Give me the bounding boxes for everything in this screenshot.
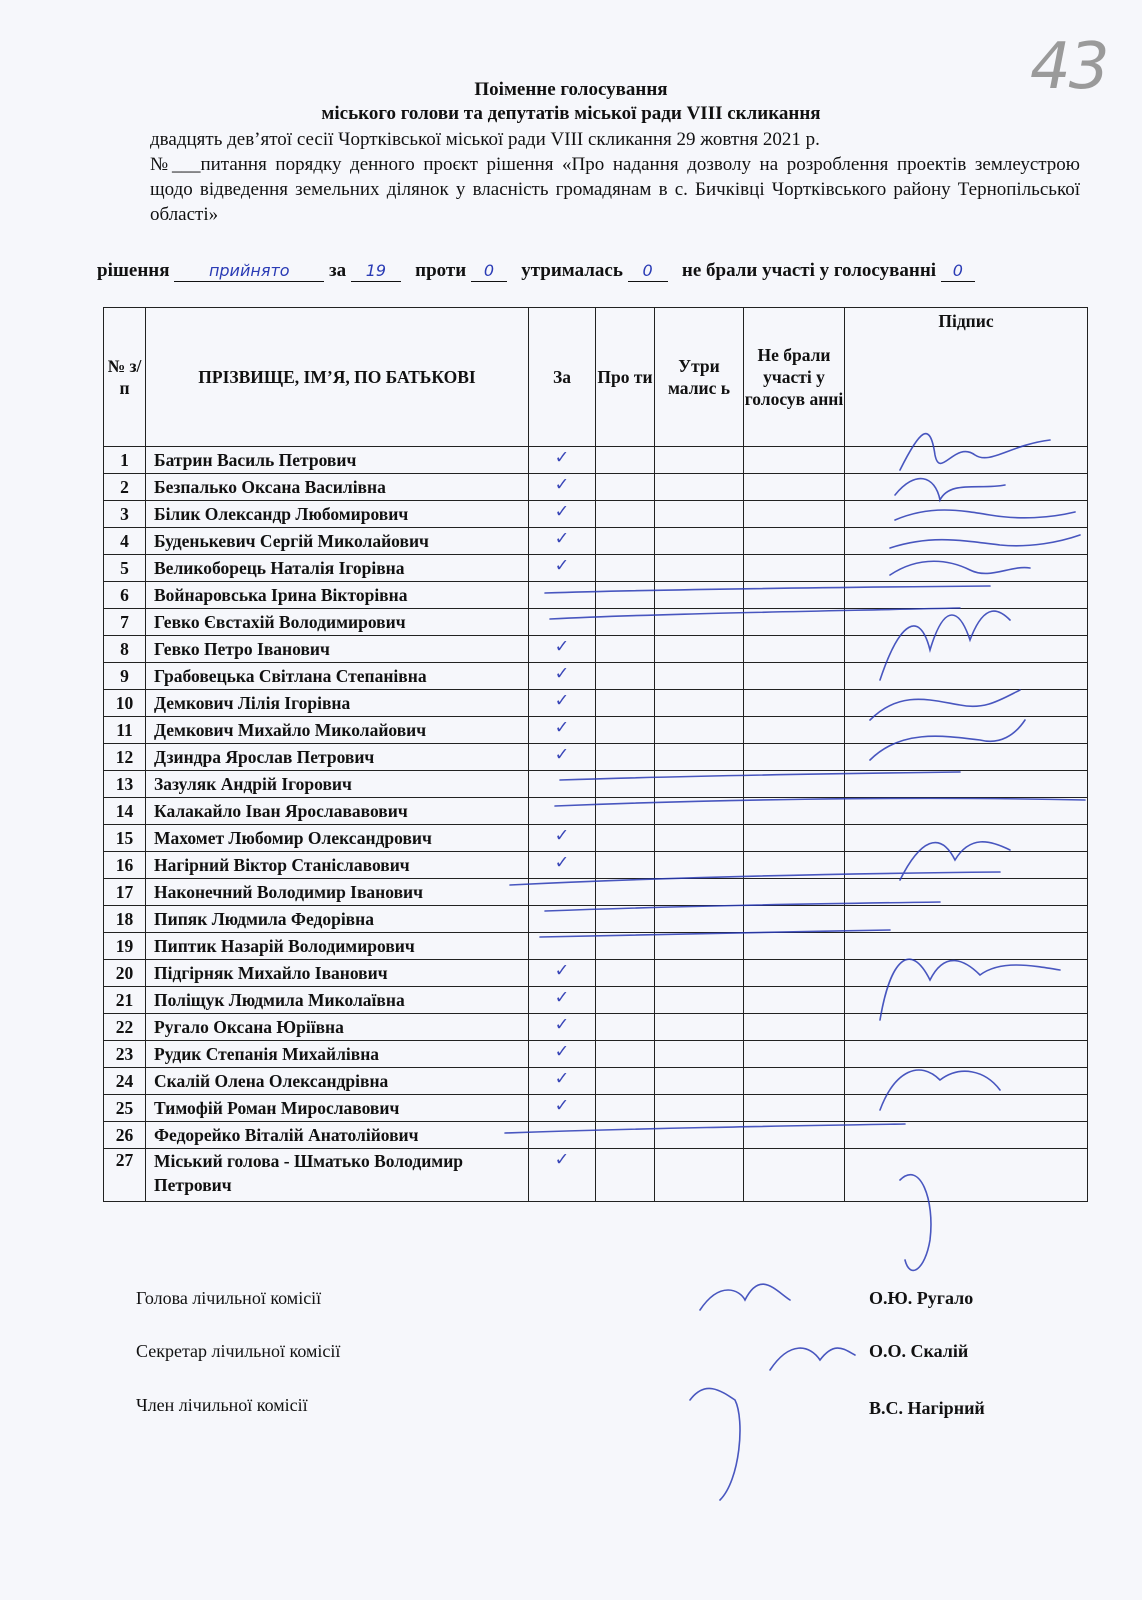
table-row [104,474,1088,501]
signature-cell [845,582,1088,609]
table-row [104,825,1088,852]
vote-against-cell [596,960,655,987]
deputy-name: Гевко Петро Іванович [146,636,529,663]
row-number: 18 [104,906,146,933]
vote-abstained-cell [655,1122,744,1149]
vote-abstained-cell [655,582,744,609]
decision-line [97,260,975,282]
vote-for-mark: ✓ [529,555,596,582]
vote-abstained-cell [655,717,744,744]
footer-signature [690,1388,740,1500]
vote-abstained-cell [655,690,744,717]
row-number: 12 [104,744,146,771]
row-number: 25 [104,1095,146,1122]
signature-cell [845,1149,1088,1202]
row-number: 8 [104,636,146,663]
header-for: За [529,308,596,447]
deputy-name: Махомет Любомир Олександрович [146,825,529,852]
vote-not-voted-cell [744,609,845,636]
vote-against-cell [596,1068,655,1095]
vote-not-voted-cell [744,717,845,744]
signature-cell [845,690,1088,717]
vote-abstained-cell [655,1149,744,1202]
vote-for-mark [529,582,596,609]
signature-cell [845,987,1088,1014]
signature-cell [845,474,1088,501]
row-number: 22 [104,1014,146,1041]
vote-for-mark [529,906,596,933]
vote-abstained-cell [655,825,744,852]
header-signature: Підпис [845,308,1088,447]
signature-cell [845,1014,1088,1041]
table-row [104,717,1088,744]
vote-for-mark [529,1122,596,1149]
header-not-voted: Не брали участі у голосув анні [744,308,845,447]
vote-against-cell [596,987,655,1014]
vote-for-mark: ✓ [529,987,596,1014]
deputy-name: Ругало Оксана Юріївна [146,1014,529,1041]
vote-not-voted-cell [744,771,845,798]
vote-not-voted-cell [744,636,845,663]
vote-against-cell [596,933,655,960]
deputy-name: Федорейко Віталій Анатолійович [146,1122,529,1149]
vote-not-voted-cell [744,933,845,960]
table-row [104,1149,1088,1202]
deputy-name: Калакайло Іван Ярослававович [146,798,529,825]
vote-abstained-cell [655,987,744,1014]
vote-against-cell [596,1014,655,1041]
vote-not-voted-cell [744,852,845,879]
vote-not-voted-cell [744,825,845,852]
deputy-name: Демкович Михайло Миколайович [146,717,529,744]
signature-cell [845,1122,1088,1149]
row-number: 19 [104,933,146,960]
table-row [104,852,1088,879]
vote-against-cell [596,609,655,636]
row-number: 14 [104,798,146,825]
vote-for-mark [529,609,596,636]
vote-against-cell [596,582,655,609]
table-row [104,609,1088,636]
row-number: 10 [104,690,146,717]
voting-table [103,307,1088,1202]
vote-not-voted-cell [744,906,845,933]
abstained-value: 0 [628,261,668,282]
vote-against-cell [596,636,655,663]
header-number: № з/п [104,308,146,447]
row-number: 4 [104,528,146,555]
vote-for-mark: ✓ [529,474,596,501]
signature-cell [845,798,1088,825]
vote-against-cell [596,1149,655,1202]
table-row [104,771,1088,798]
deputy-name: Наконечний Володимир Іванович [146,879,529,906]
secretary-name: О.О. Скалій [869,1341,969,1361]
deputy-name: Підгірняк Михайло Іванович [146,960,529,987]
vote-for-mark: ✓ [529,528,596,555]
vote-against-cell [596,906,655,933]
vote-abstained-cell [655,798,744,825]
vote-not-voted-cell [744,987,845,1014]
for-label: за [329,260,347,281]
row-number: 2 [104,474,146,501]
member-name: В.С. Нагірний [869,1398,985,1418]
deputy-name: Рудик Степанія Михайлівна [146,1041,529,1068]
vote-not-voted-cell [744,447,845,474]
vote-against-cell [596,852,655,879]
vote-not-voted-cell [744,1122,845,1149]
vote-not-voted-cell [744,690,845,717]
vote-against-cell [596,690,655,717]
vote-abstained-cell [655,1014,744,1041]
vote-for-mark: ✓ [529,447,596,474]
table-row [104,1041,1088,1068]
table-row [104,798,1088,825]
vote-against-cell [596,771,655,798]
deputy-name: Батрин Василь Петрович [146,447,529,474]
row-number: 11 [104,717,146,744]
table-row [104,1068,1088,1095]
deputy-name: Дзиндра Ярослав Петрович [146,744,529,771]
signature-cell [845,960,1088,987]
signature-cell [845,1041,1088,1068]
vote-abstained-cell [655,1041,744,1068]
deputy-name: Демкович Лілія Ігорівна [146,690,529,717]
vote-not-voted-cell [744,798,845,825]
vote-for-mark: ✓ [529,1068,596,1095]
vote-for-mark: ✓ [529,1041,596,1068]
signature-cell [845,744,1088,771]
table-row [104,528,1088,555]
vote-for-mark: ✓ [529,717,596,744]
signature-cell [845,825,1088,852]
vote-abstained-cell [655,933,744,960]
table-row [104,447,1088,474]
vote-against-cell [596,663,655,690]
question-text: №___питання порядку денного проєкт рішення «Про надання дозволу на розроблення проектів землеустрою щодо відведення земельних ділянок у власність громадянам в с. Бичківці Чортківського району Тернопільської області» [150,154,1080,225]
signature-cell [845,717,1088,744]
vote-abstained-cell [655,960,744,987]
table-row [104,663,1088,690]
vote-against-cell [596,744,655,771]
deputy-name: Буденькевич Сергій Миколайович [146,528,529,555]
document-title: Поіменне голосування [474,79,668,100]
against-label: проти [415,260,467,281]
signature-cell [845,447,1088,474]
vote-for-mark: ✓ [529,501,596,528]
row-number: 17 [104,879,146,906]
page-number: 43 [1030,30,1108,104]
vote-against-cell [596,798,655,825]
header-abstained: Утри малис ь [655,308,744,447]
vote-not-voted-cell [744,1014,845,1041]
vote-against-cell [596,717,655,744]
vote-not-voted-cell [744,1041,845,1068]
vote-abstained-cell [655,609,744,636]
signature-cell [845,1095,1088,1122]
table-row [104,690,1088,717]
vote-for-mark: ✓ [529,663,596,690]
deputy-name: Міський голова - Шматько Володимир Петрович [146,1149,529,1202]
signature-cell [845,852,1088,879]
vote-for-mark: ✓ [529,1149,596,1202]
vote-against-cell [596,825,655,852]
vote-abstained-cell [655,636,744,663]
vote-for-mark: ✓ [529,852,596,879]
vote-not-voted-cell [744,528,845,555]
footer-signature [770,1348,855,1370]
header-name: ПРІЗВИЩЕ, ІМ’Я, ПО БАТЬКОВІ [146,308,529,447]
row-number: 6 [104,582,146,609]
vote-abstained-cell [655,1095,744,1122]
vote-for-mark: ✓ [529,825,596,852]
vote-not-voted-cell [744,1095,845,1122]
vote-for-mark: ✓ [529,690,596,717]
vote-abstained-cell [655,447,744,474]
table-row [104,906,1088,933]
vote-not-voted-cell [744,663,845,690]
table-row [104,960,1088,987]
deputy-name: Поліщук Людмила Миколаївна [146,987,529,1014]
table-row [104,1014,1088,1041]
table-row [104,987,1088,1014]
table-row [104,501,1088,528]
row-number: 9 [104,663,146,690]
vote-for-mark: ✓ [529,960,596,987]
deputy-name: Грабовецька Світлана Степанівна [146,663,529,690]
table-row [104,879,1088,906]
deputy-name: Скалій Олена Олександрівна [146,1068,529,1095]
vote-not-voted-cell [744,879,845,906]
abstained-label: утрималась [521,260,623,281]
not-voted-value: 0 [941,261,975,282]
row-number: 16 [104,852,146,879]
table-row [104,744,1088,771]
vote-for-mark [529,879,596,906]
signature-cell [845,879,1088,906]
row-number: 13 [104,771,146,798]
signature-cell [845,636,1088,663]
vote-against-cell [596,1041,655,1068]
vote-against-cell [596,447,655,474]
vote-abstained-cell [655,771,744,798]
row-number: 1 [104,447,146,474]
for-value: 19 [351,261,401,282]
table-row [104,582,1088,609]
table-row [104,555,1088,582]
session-line: двадцять дев’ятої сесії Чортківської міської ради VIII скликання 29 жовтня 2021 р. [150,129,820,150]
vote-abstained-cell [655,663,744,690]
decision-label: рішення [97,260,170,281]
vote-not-voted-cell [744,582,845,609]
deputy-name: Войнаровська Ірина Вікторівна [146,582,529,609]
row-number: 27 [104,1149,146,1202]
not-voted-label: не брали участі у голосуванні [681,260,937,281]
vote-abstained-cell [655,501,744,528]
vote-against-cell [596,555,655,582]
row-number: 3 [104,501,146,528]
deputy-name: Тимофій Роман Мирославович [146,1095,529,1122]
vote-not-voted-cell [744,474,845,501]
table-header-row [104,308,1088,447]
row-number: 24 [104,1068,146,1095]
vote-not-voted-cell [744,555,845,582]
table-row [104,933,1088,960]
row-number: 21 [104,987,146,1014]
vote-for-mark [529,933,596,960]
document-subtitle: міського голови та депутатів міської ради VIII скликання [321,103,821,124]
signature-cell [845,663,1088,690]
signature-cell [845,771,1088,798]
table-body [104,447,1088,1202]
vote-abstained-cell [655,906,744,933]
vote-against-cell [596,528,655,555]
deputy-name: Великоборець Наталія Ігорівна [146,555,529,582]
signature-cell [845,528,1088,555]
vote-not-voted-cell [744,1068,845,1095]
secretary-label: Секретар лічильної комісії [136,1341,341,1361]
signature-cell [845,1068,1088,1095]
vote-abstained-cell [655,555,744,582]
vote-not-voted-cell [744,1149,845,1202]
vote-abstained-cell [655,474,744,501]
chair-name: О.Ю. Ругало [869,1288,974,1308]
row-number: 23 [104,1041,146,1068]
vote-not-voted-cell [744,744,845,771]
signature-cell [845,906,1088,933]
footer-signature [700,1284,790,1310]
vote-not-voted-cell [744,501,845,528]
header-against: Про ти [596,308,655,447]
vote-against-cell [596,1095,655,1122]
signature-cell [845,933,1088,960]
vote-for-mark [529,771,596,798]
deputy-name: Безпалько Оксана Василівна [146,474,529,501]
against-value: 0 [471,261,507,282]
vote-against-cell [596,1122,655,1149]
signature-cell [845,555,1088,582]
deputy-name: Зазуляк Андрій Ігорович [146,771,529,798]
table-row [104,636,1088,663]
table-row [104,1095,1088,1122]
row-number: 7 [104,609,146,636]
vote-abstained-cell [655,1068,744,1095]
vote-for-mark [529,798,596,825]
vote-abstained-cell [655,744,744,771]
vote-against-cell [596,474,655,501]
signature-cell [845,501,1088,528]
vote-for-mark: ✓ [529,744,596,771]
vote-against-cell [596,879,655,906]
chair-label: Голова лічильної комісії [136,1288,322,1308]
deputy-name: Пиптик Назарій Володимирович [146,933,529,960]
vote-for-mark: ✓ [529,636,596,663]
vote-against-cell [596,501,655,528]
row-number: 15 [104,825,146,852]
deputy-name: Гевко Євстахій Володимирович [146,609,529,636]
deputy-name: Білик Олександр Любомирович [146,501,529,528]
member-label: Член лічильної комісії [136,1395,308,1415]
row-number: 20 [104,960,146,987]
vote-abstained-cell [655,879,744,906]
vote-abstained-cell [655,528,744,555]
vote-abstained-cell [655,852,744,879]
row-number: 5 [104,555,146,582]
signature-cell [845,609,1088,636]
vote-for-mark: ✓ [529,1095,596,1122]
vote-not-voted-cell [744,960,845,987]
table-row [104,1122,1088,1149]
deputy-name: Пипяк Людмила Федорівна [146,906,529,933]
deputy-name: Нагірний Віктор Станіславович [146,852,529,879]
vote-for-mark: ✓ [529,1014,596,1041]
row-number: 26 [104,1122,146,1149]
decision-value: прийнято [174,261,324,282]
